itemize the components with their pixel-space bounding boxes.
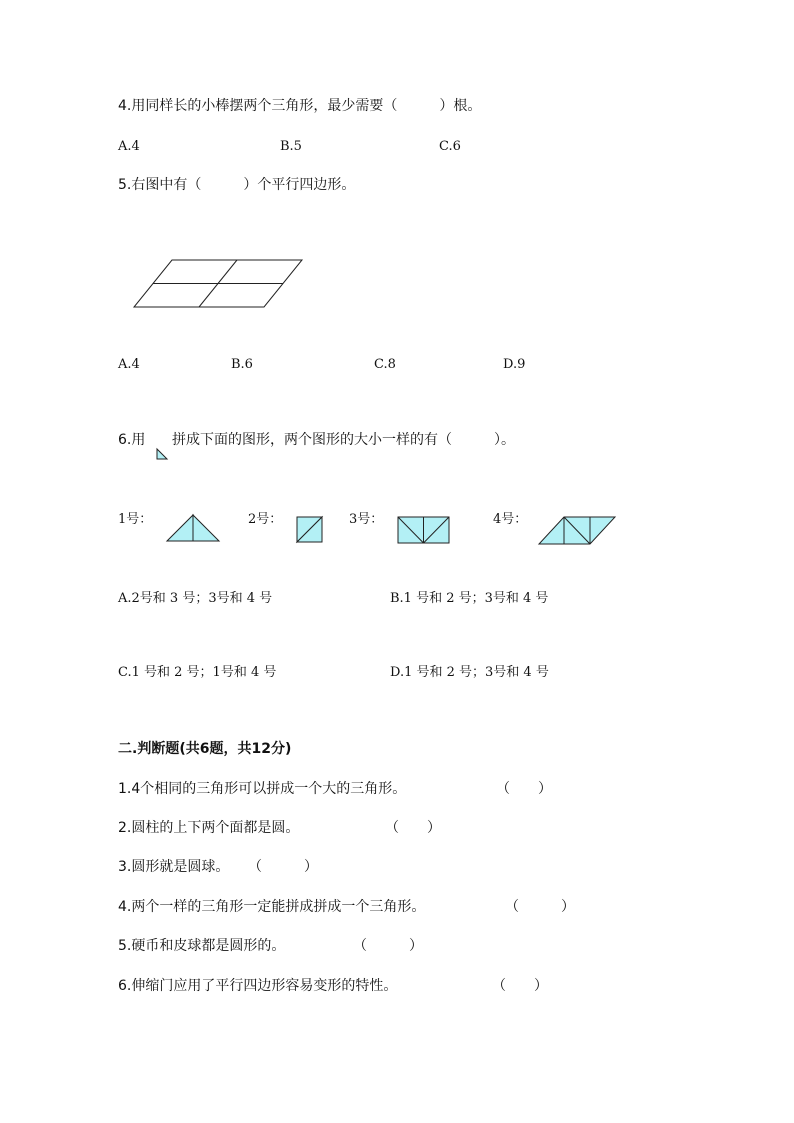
judge-item-5-text: 5.硬币和皮球都是圆形的。 <box>118 938 286 954</box>
shape-1-label: 1号： <box>118 512 153 527</box>
judge-item-1-text: 1.4个相同的三角形可以拼成一个大的三角形。 <box>118 781 407 797</box>
shape-3-label: 3号： <box>349 512 384 527</box>
shape-4-parallelogram <box>538 516 618 545</box>
q5-option-b: B.6 <box>231 357 253 372</box>
question-6-text-start: 6.用 <box>118 432 146 448</box>
judge-item-4-paren: （ ） <box>505 899 575 915</box>
question-4-text: 4.用同样长的小棒摆两个三角形，最少需要（ ）根。 <box>118 98 482 114</box>
q4-option-b: B.5 <box>280 139 302 154</box>
q5-option-a: A.4 <box>118 357 140 372</box>
q6-option-b: B.1 号和 2 号；3号和 4 号 <box>390 591 549 606</box>
small-triangle-icon <box>156 448 168 460</box>
shape-2-label: 2号： <box>248 512 283 527</box>
q5-option-d: D.9 <box>503 357 526 372</box>
question-6-text-end: 拼成下面的图形，两个图形的大小一样的有（ ）。 <box>172 432 515 448</box>
judge-item-6-paren: （ ） <box>492 978 548 994</box>
q4-option-a: A.4 <box>118 139 140 154</box>
q4-option-c: C.6 <box>439 139 461 154</box>
parallelogram-figure <box>130 255 310 311</box>
shape-3-rectangle <box>397 516 450 544</box>
q6-option-d: D.1 号和 2 号；3号和 4 号 <box>390 665 549 680</box>
judge-item-5-paren: （ ） <box>353 938 423 954</box>
shape-2-square <box>296 516 323 543</box>
shape-4-label: 4号： <box>493 512 528 527</box>
judge-item-4-text: 4.两个一样的三角形一定能拼成拼成一个三角形。 <box>118 899 426 915</box>
judge-item-3-paren: （ ） <box>248 859 318 875</box>
judge-item-1-paren: （ ） <box>496 781 552 797</box>
judge-item-3-text: 3.圆形就是圆球。 <box>118 859 230 875</box>
q5-option-c: C.8 <box>374 357 396 372</box>
question-5-text: 5.右图中有（ ）个平行四边形。 <box>118 177 356 193</box>
shape-1-triangle <box>166 514 220 542</box>
judge-item-2-paren: （ ） <box>385 820 441 836</box>
q6-option-c: C.1 号和 2 号；1号和 4 号 <box>118 665 277 680</box>
judge-item-6-text: 6.伸缩门应用了平行四边形容易变形的特性。 <box>118 978 398 994</box>
judge-item-2-text: 2.圆柱的上下两个面都是圆。 <box>118 820 300 836</box>
q6-option-a: A.2号和 3 号；3号和 4 号 <box>118 591 273 606</box>
section-2-heading: 二.判断题(共6题，共12分) <box>118 741 292 757</box>
